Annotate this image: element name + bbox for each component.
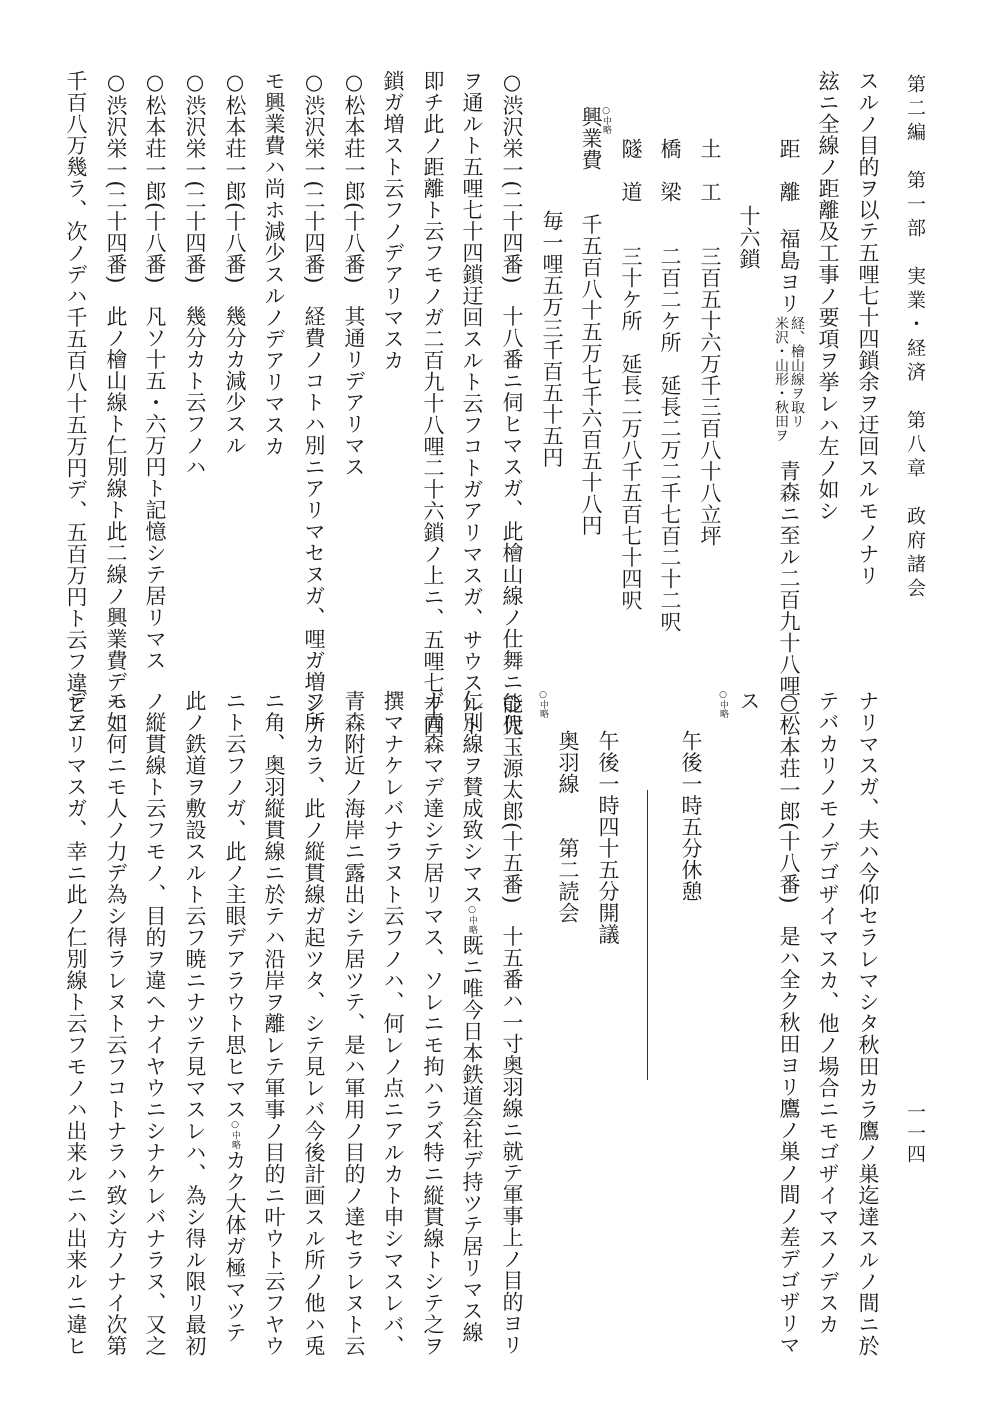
- text-line: ○渋沢栄一(二十四番) 経費ノコトハ別ニアリマセヌガ、哩ガ増シテ: [302, 70, 326, 736]
- text-line: ○渋沢栄一(二十四番) 十八番ニ伺ヒマスガ、此檜山線ノ仕舞ニ能代: [500, 70, 524, 736]
- text-line: 即チ此ノ距離ト云フモノガ二百九十八哩二十六鎖ノ上ニ、五哩七十四: [421, 70, 445, 737]
- section-divider: [647, 790, 648, 1080]
- text-line: 鎖ガ増スト云フノデアリマスカ: [381, 70, 405, 371]
- text-line: 橋 梁 二百二ケ所 延長二万二千七百二十二呎: [658, 138, 682, 633]
- text-line: 青森附近ノ海岸ニ露出シテ居ツテ、是ハ軍用ノ目的ノ達セラレヌト云: [342, 690, 366, 1357]
- text-line: 隧 道 三十ケ所 延長二万八千五百七十四呎: [619, 138, 643, 611]
- text-line: ガ青森マデ達シテ居リマス、ソレニモ拘ハラズ特ニ縦貫線トシテ之ヲ: [421, 690, 445, 1357]
- inline-note: 米沢・山形・秋田ヲ: [773, 316, 789, 442]
- text-line: ニ角、奥羽縦貫線ニ於テハ沿岸ヲ離レテ軍事ノ目的ニ叶ウト云フヤウ: [262, 690, 286, 1357]
- text-line: 十六鎖: [737, 205, 761, 270]
- distance-line-pre: 福島ヨリ: [777, 228, 801, 314]
- text-line: ○松本荘一郎(十八番) 幾分カ減少スル: [223, 70, 247, 456]
- text-line: デアリマスガ、幸ニ此ノ仁別線ト云フモノハ出来ルニハ出来ルニ違ヒ: [64, 690, 88, 1357]
- distance-line: [777, 138, 801, 203]
- text-line: フ所カラ、此ノ縦貫線ガ起ツタ、シテ見レバ今後計画スル所ノ他ハ兎: [302, 690, 326, 1357]
- inline-note: 経、檜山線ヲ取リ: [789, 316, 805, 428]
- text-line: [460, 690, 484, 1343]
- text-segment: 既ニ唯今日本鉄道会社デ持ツテ居リマス線: [460, 934, 484, 1343]
- page-number: 一一四: [904, 1102, 926, 1165]
- text-line: 玆ニ全線ノ距離及工事ノ要項ヲ挙レハ左ノ如シ: [816, 70, 840, 522]
- text-line: ス: [737, 690, 761, 712]
- item-heading: 距 離: [777, 138, 801, 203]
- text-line: ○松本荘一郎(十八番) 其通リデアリマス: [342, 70, 366, 478]
- text-line: ○児玉源太郎(十五番) 十五番ハ一寸奥羽線ニ就テ軍事上ノ目的ヨリ: [500, 690, 524, 1356]
- running-head: 第二編 第一部 実業・経済 第八章 政府諸会: [904, 74, 926, 602]
- text-line: ヲ通ルト五哩七十四鎖迂回スルト云フコトガアリマスガ、サウスルト: [460, 70, 484, 737]
- text-line: 千百八万幾ラ、次ノデハ千五百八十五万円デ、五百万円ト云フ違ヒニ: [64, 70, 88, 737]
- omission-marker: ○中略: [601, 106, 611, 134]
- text-line: ○松本荘一郎(十八番) 凡ソ十五・六万円ト記憶シテ居リマス: [143, 70, 167, 671]
- text-line: [223, 690, 247, 1343]
- text-line: 午後一時四十五分開議: [596, 730, 620, 945]
- text-line: ナリマスガ、夫ハ今仰セラレマシタ秋田カラ鷹ノ巣迄達スルノ間ニ於: [856, 690, 880, 1357]
- text-line: スルノ目的ヲ以テ五哩七十四鎖余ヲ迂回スルモノナリ: [856, 70, 880, 586]
- text-line: 此ノ鉄道ヲ敷設スルト云フ暁ニナツテ見マスレハ、為シ得ル限リ最初: [183, 690, 207, 1357]
- text-line: ○松本荘一郎(十八番) 是ハ全ク秋田ヨリ鷹ノ巣ノ間ノ差デゴザリマ: [777, 690, 801, 1356]
- text-line: 興業費 千五百八十五万七千六百五十八円: [579, 106, 603, 536]
- text-line: 奥羽線 第二読会: [556, 730, 580, 924]
- text-line: ○渋沢栄一(二十四番) 幾分カト云フノハ: [183, 70, 207, 478]
- text-segment: ニト云フノガ、此ノ主眼デアラウト思ヒマス: [223, 690, 247, 1120]
- text-line: 午後一時五分休憩: [679, 730, 703, 902]
- omission-marker: ○中略: [467, 905, 477, 935]
- text-segment: 仁別線ヲ賛成致シマス: [460, 690, 484, 905]
- text-line: モ興業費ハ尚ホ減少スルノデアリマスカ: [262, 70, 286, 457]
- text-line: ○渋沢栄一(二十四番) 此ノ檜山線ト仁別線ト此二線ノ興業費デハ二: [104, 70, 128, 736]
- distance-line-post: 青森ニ至ル二百九十八哩二: [777, 460, 801, 718]
- omission-marker: ○中略: [230, 1120, 240, 1150]
- text-line: 土 工 三百五十六万千三百八十八立坪: [698, 138, 722, 547]
- text-line: 撰マナケレバナラヌト云フノハ、何レノ点ニアルカト申シマスレバ、: [381, 690, 405, 1357]
- text-line: モ如何ニモ人ノ力デ為シ得ラレヌト云フコトナラハ致シ方ノナイ次第: [104, 690, 128, 1357]
- text-line: 毎一哩五万三千百五十五円: [540, 210, 564, 468]
- omission-marker: ○中略: [718, 690, 728, 718]
- text-segment: カク大体ガ極マツテ: [223, 1149, 247, 1343]
- text-line: ノ縦貫線ト云フモノ、目的ヲ違ヘナイヤウニシナケレバナラヌ、又之: [143, 690, 167, 1357]
- omission-marker: ○中略: [538, 690, 548, 718]
- text-line: テバカリノモノデゴザイマスカ、他ノ場合ニモゴザイマスノデスカ: [816, 690, 840, 1335]
